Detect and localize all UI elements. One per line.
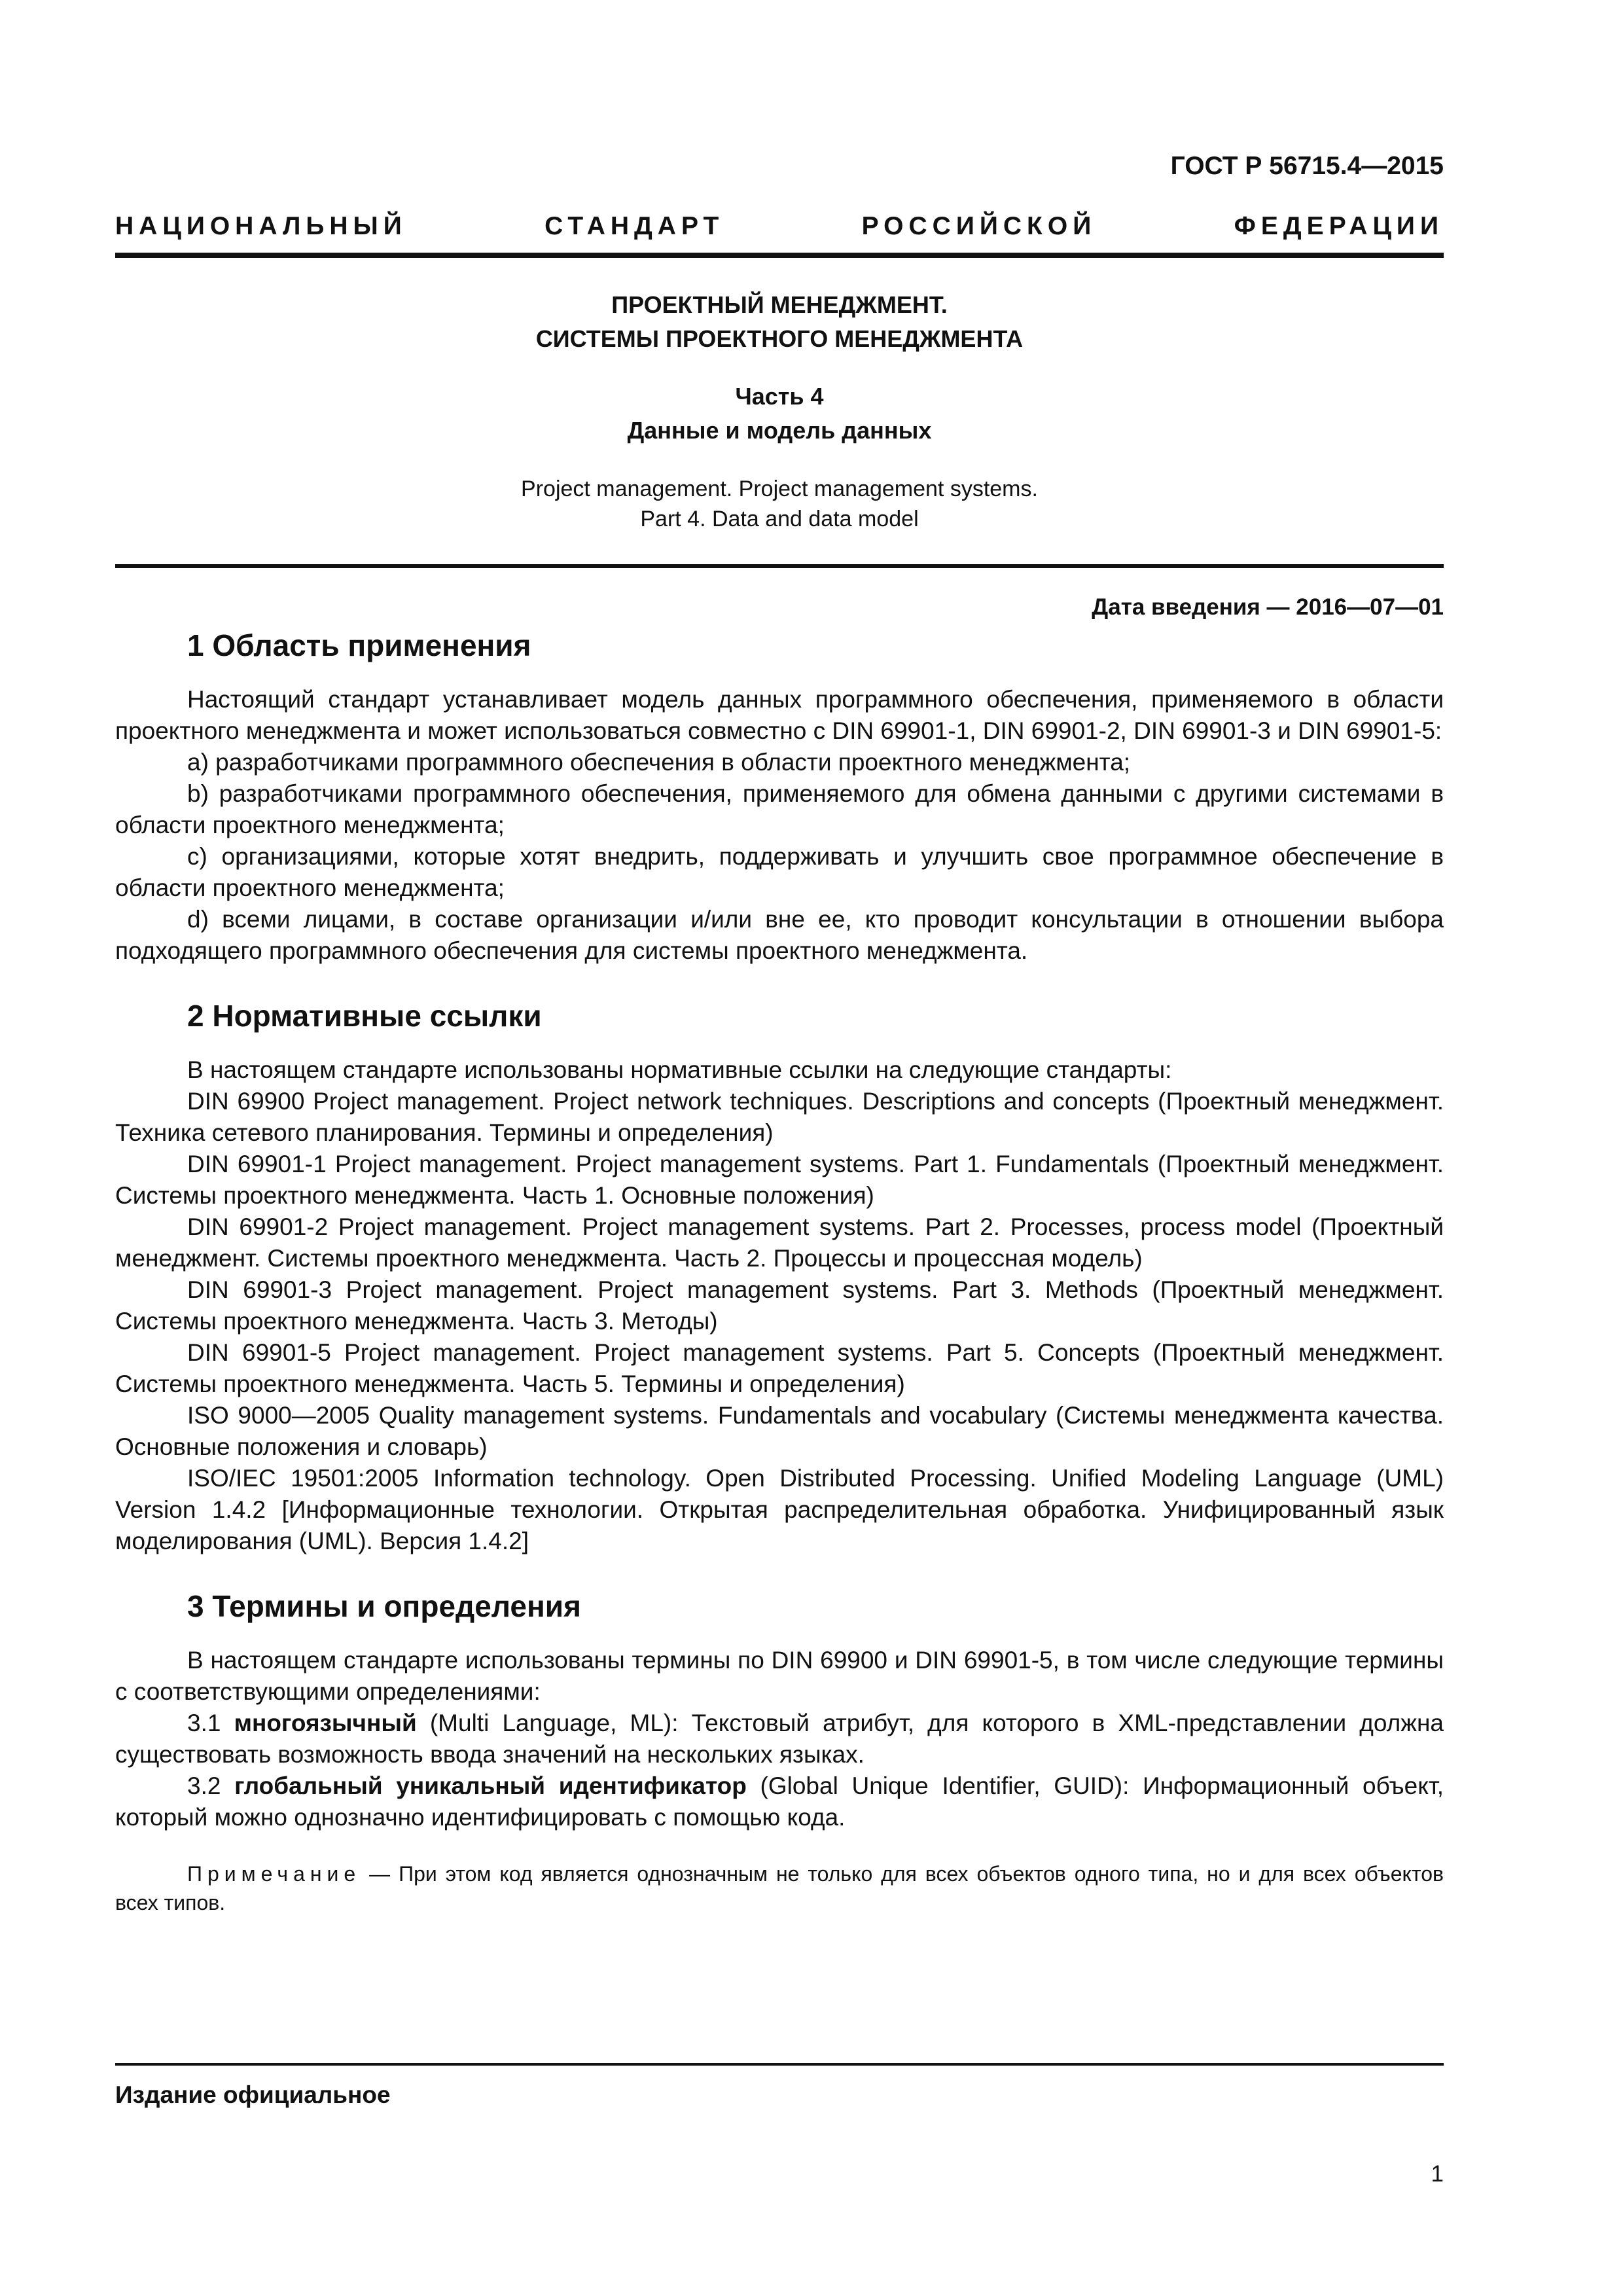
- note-label: Примечание: [187, 1862, 361, 1886]
- paragraph: Настоящий стандарт устанавливает модель данных программного обеспечения, применяемого в области проектного менеджмента и может использоваться совместно с DIN 69901-1, DIN 69901-2, DIN 69901-3 и DIN 69901-5:: [115, 686, 1444, 744]
- english-title: [115, 474, 1444, 534]
- reference-item: DIN 69901-2 Project management. Project management systems. Part 2. Processes, process model (Проектный менеджмент. Системы проектного менеджмента. Часть 2. Процессы и процессная модель): [115, 1213, 1444, 1272]
- section-scope: [115, 625, 1444, 967]
- official-edition-label: Издание официальное: [115, 2081, 391, 2108]
- definition: (Global Unique Identifier, GUID): Информационный объект, который можно однозначно идентифицировать с помощью кода.: [115, 1772, 1444, 1831]
- reference-item: ISO 9000—2005 Quality management systems. Fundamentals and vocabulary (Системы менеджмента качества. Основные положения и словарь): [115, 1402, 1444, 1460]
- reference-item: DIN 69901-5 Project management. Project management systems. Part 5. Concepts (Проектный менеджмент. Системы проектного менеджмента. Часть 5. Термины и определения): [115, 1339, 1444, 1397]
- section-heading: 1 Область применения: [187, 628, 531, 662]
- section-heading: 3 Термины и определения: [187, 1589, 581, 1623]
- term-number: 3.2: [187, 1772, 235, 1799]
- header-rule: [115, 253, 1444, 258]
- reference-item: ISO/IEC 19501:2005 Information technology. Open Distributed Processing. Unified Modeling Language (UML) Version 1.4.2 [Информационные технологии. Открытая распределительная обработка. Унифицированный язык моделирования (UML). Версия 1.4.2]: [115, 1465, 1444, 1554]
- title-line-2: СИСТЕМЫ ПРОЕКТНОГО МЕНЕДЖМЕНТА: [535, 325, 1024, 352]
- paragraph: В настоящем стандарте использованы нормативные ссылки на следующие стандарты:: [187, 1056, 1172, 1083]
- term-definition: [115, 1770, 1444, 1833]
- note-text: — При этом код является однозначным не только для всех объектов одного типа, но и для всех объектов всех типов.: [115, 1862, 1444, 1914]
- term-number: 3.1: [187, 1710, 234, 1736]
- english-title-line-2: Part 4. Data and data model: [640, 507, 919, 531]
- title-block: [115, 288, 1444, 534]
- part-title: Данные и модель данных: [627, 417, 932, 444]
- list-item: d) всеми лицами, в составе организации и/или вне ее, кто проводит консультации в отношении выбора подходящего программного обеспечения для системы проектного менеджмента.: [115, 906, 1444, 964]
- footer-rule: [115, 2063, 1444, 2066]
- note: [115, 1859, 1444, 1917]
- introduction-date: Дата введения — 2016—07—01: [1092, 594, 1444, 620]
- list-item: c) организациями, которые хотят внедрить, поддерживать и улучшить свое программное обеспечение в области проектного менеджмента;: [115, 843, 1444, 901]
- page-number: 1: [1431, 2161, 1444, 2187]
- reference-item: DIN 69901-3 Project management. Project management systems. Part 3. Methods (Проектный менеджмент. Системы проектного менеджмента. Часть 3. Методы): [115, 1276, 1444, 1335]
- national-standard-banner: НАЦИОНАЛЬНЫЙ СТАНДАРТ РОССИЙСКОЙ ФЕДЕРАЦИИ: [115, 212, 1444, 240]
- document-body: [115, 625, 1444, 1938]
- section-normative-references: [115, 996, 1444, 1557]
- english-title-line-1: Project management. Project management systems.: [521, 476, 1038, 501]
- reference-item: DIN 69901-1 Project management. Project management systems. Part 1. Fundamentals (Проектный менеджмент. Системы проектного менеджмента. Часть 1. Основные положения): [115, 1151, 1444, 1209]
- title-line-1: ПРОЕКТНЫЙ МЕНЕДЖМЕНТ.: [611, 291, 948, 318]
- paragraph: В настоящем стандарте использованы термины по DIN 69900 и DIN 69901-5, в том числе следующие термины с соответствующими определениями:: [115, 1647, 1444, 1705]
- term: многоязычный: [234, 1710, 417, 1736]
- reference-item: DIN 69900 Project management. Project network techniques. Descriptions and concepts (Проектный менеджмент. Техника сетевого планирования. Термины и определения): [115, 1088, 1444, 1146]
- list-item: b) разработчиками программного обеспечения, применяемого для обмена данными с другими системами в области проектного менеджмента;: [115, 780, 1444, 838]
- definition: (Multi Language, ML): Текстовый атрибут, для которого в XML-представлении должна существовать возможность ввода значений на нескольких языках.: [115, 1710, 1444, 1768]
- term: глобальный уникальный идентификатор: [234, 1772, 747, 1799]
- section-heading: 2 Нормативные ссылки: [187, 999, 542, 1033]
- list-item: a) разработчиками программного обеспечения в области проектного менеджмента;: [187, 749, 1131, 776]
- title-rule: [115, 564, 1444, 568]
- gost-code: ГОСТ Р 56715.4—2015: [1170, 152, 1444, 180]
- part-number: Часть 4: [735, 383, 824, 410]
- section-terms-definitions: [115, 1586, 1444, 1917]
- term-definition: [115, 1708, 1444, 1770]
